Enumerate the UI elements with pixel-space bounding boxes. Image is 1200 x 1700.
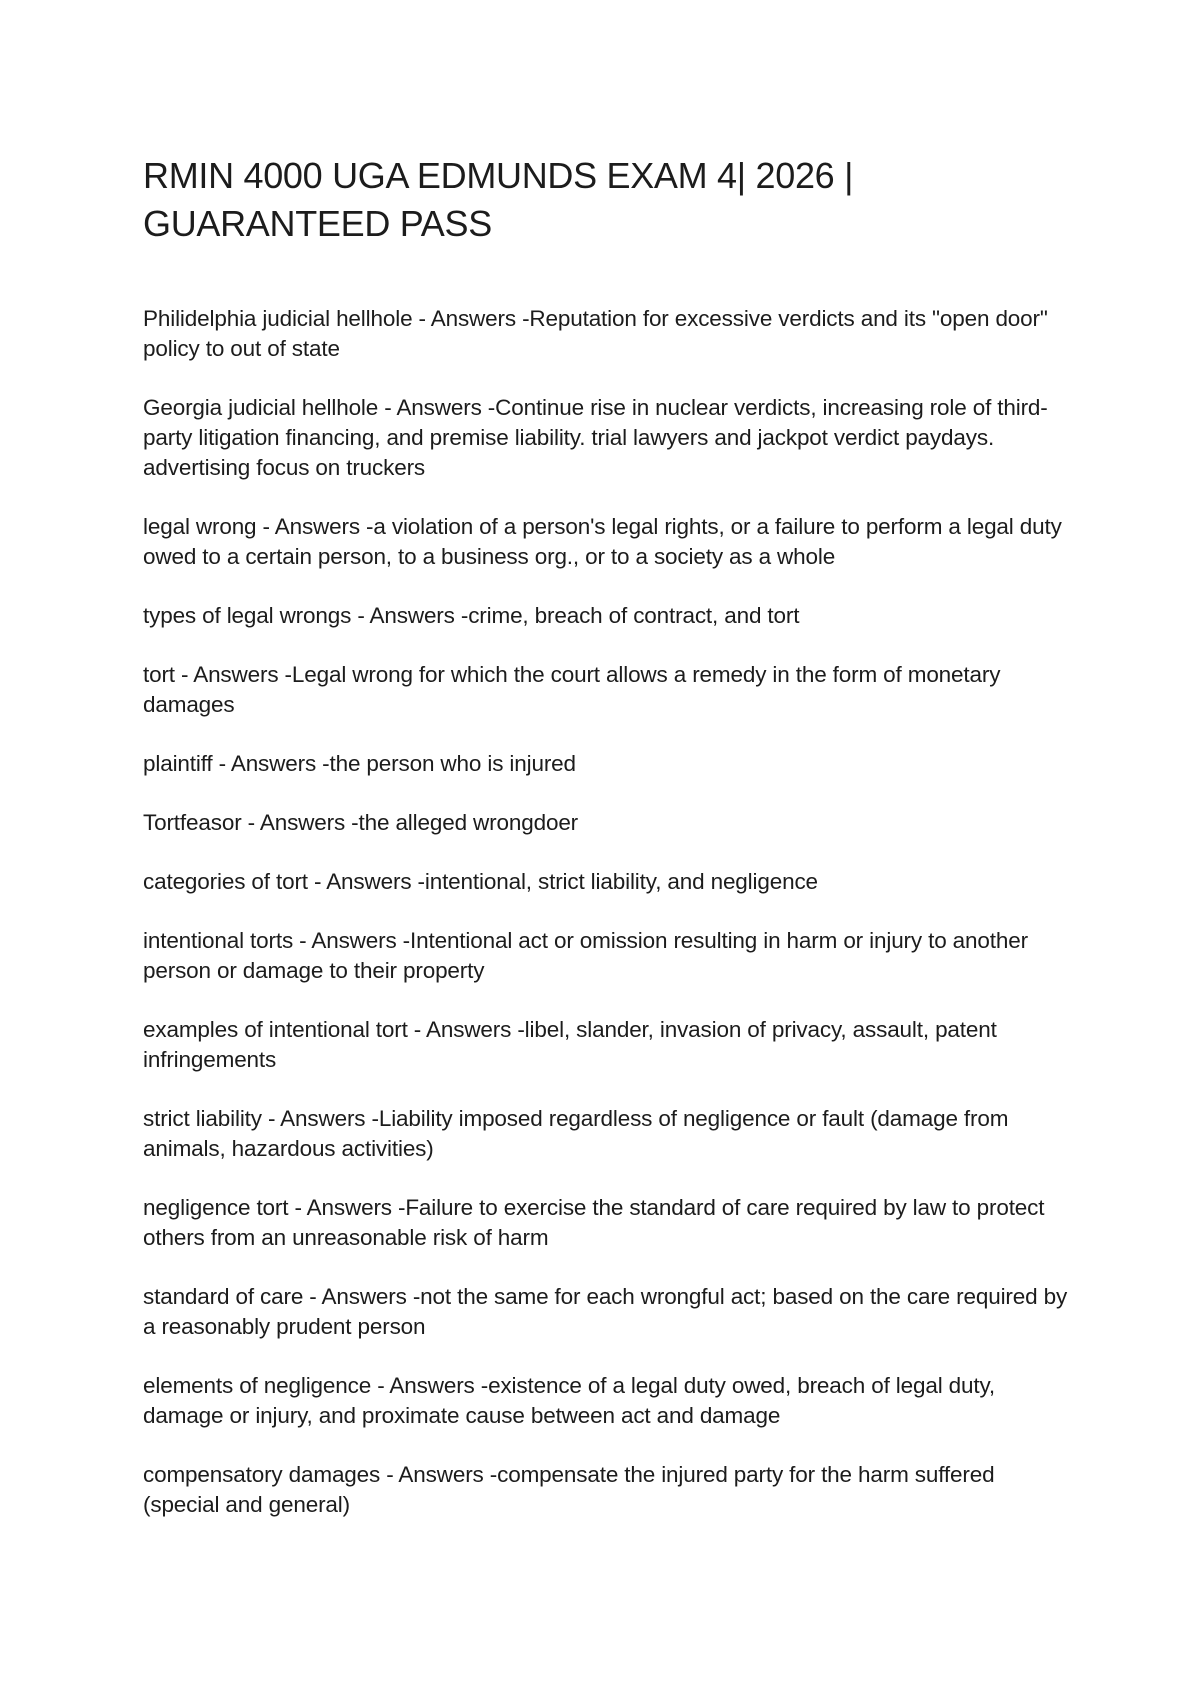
flashcard-entry: categories of tort - Answers -intentional, strict liability, and negligence <box>143 869 818 894</box>
flashcard-entry: types of legal wrongs - Answers -crime, breach of contract, and tort <box>143 603 800 628</box>
flashcard-entry: examples of intentional tort - Answers -libel, slander, invasion of privacy, assault, patent infringements <box>143 1017 997 1072</box>
flashcard-entry: Tortfeasor - Answers -the alleged wrongdoer <box>143 810 579 835</box>
flashcard-entry: plaintiff - Answers -the person who is injured <box>143 751 576 776</box>
flashcard-entry: tort - Answers -Legal wrong for which the court allows a remedy in the form of monetary damages <box>143 662 1001 717</box>
flashcard-entry: negligence tort - Answers -Failure to exercise the standard of care required by law to protect others from an unreasonable risk of harm <box>143 1195 1045 1250</box>
flashcard-entry: Georgia judicial hellhole - Answers -Continue rise in nuclear verdicts, increasing role of third-party litigation financing, and premise liability. trial lawyers and jackpot verdict paydays. advertising focus on truckers <box>143 395 1048 480</box>
flashcard-entry: compensatory damages - Answers -compensate the injured party for the harm suffered (special and general) <box>143 1462 995 1517</box>
flashcard-entry: legal wrong - Answers -a violation of a person's legal rights, or a failure to perform a legal duty owed to a certain person, to a business org., or to a society as a whole <box>143 514 1062 569</box>
flashcard-entry: Philidelphia judicial hellhole - Answers -Reputation for excessive verdicts and its "open door" policy to out of state <box>143 306 1048 361</box>
flashcard-entry: elements of negligence - Answers -existence of a legal duty owed, breach of legal duty, damage or injury, and proximate cause between act and damage <box>143 1373 996 1428</box>
flashcard-entry: strict liability - Answers -Liability imposed regardless of negligence or fault (damage from animals, hazardous activities) <box>143 1106 1009 1161</box>
document-title: RMIN 4000 UGA EDMUNDS EXAM 4| 2026 | GUARANTEED PASS <box>143 155 854 244</box>
flashcard-entry: intentional torts - Answers -Intentional act or omission resulting in harm or injury to another person or damage to their property <box>143 928 1028 983</box>
flashcard-entry: standard of care - Answers -not the same for each wrongful act; based on the care required by a reasonably prudent person <box>143 1284 1068 1339</box>
flashcard-list <box>143 304 1068 1549</box>
